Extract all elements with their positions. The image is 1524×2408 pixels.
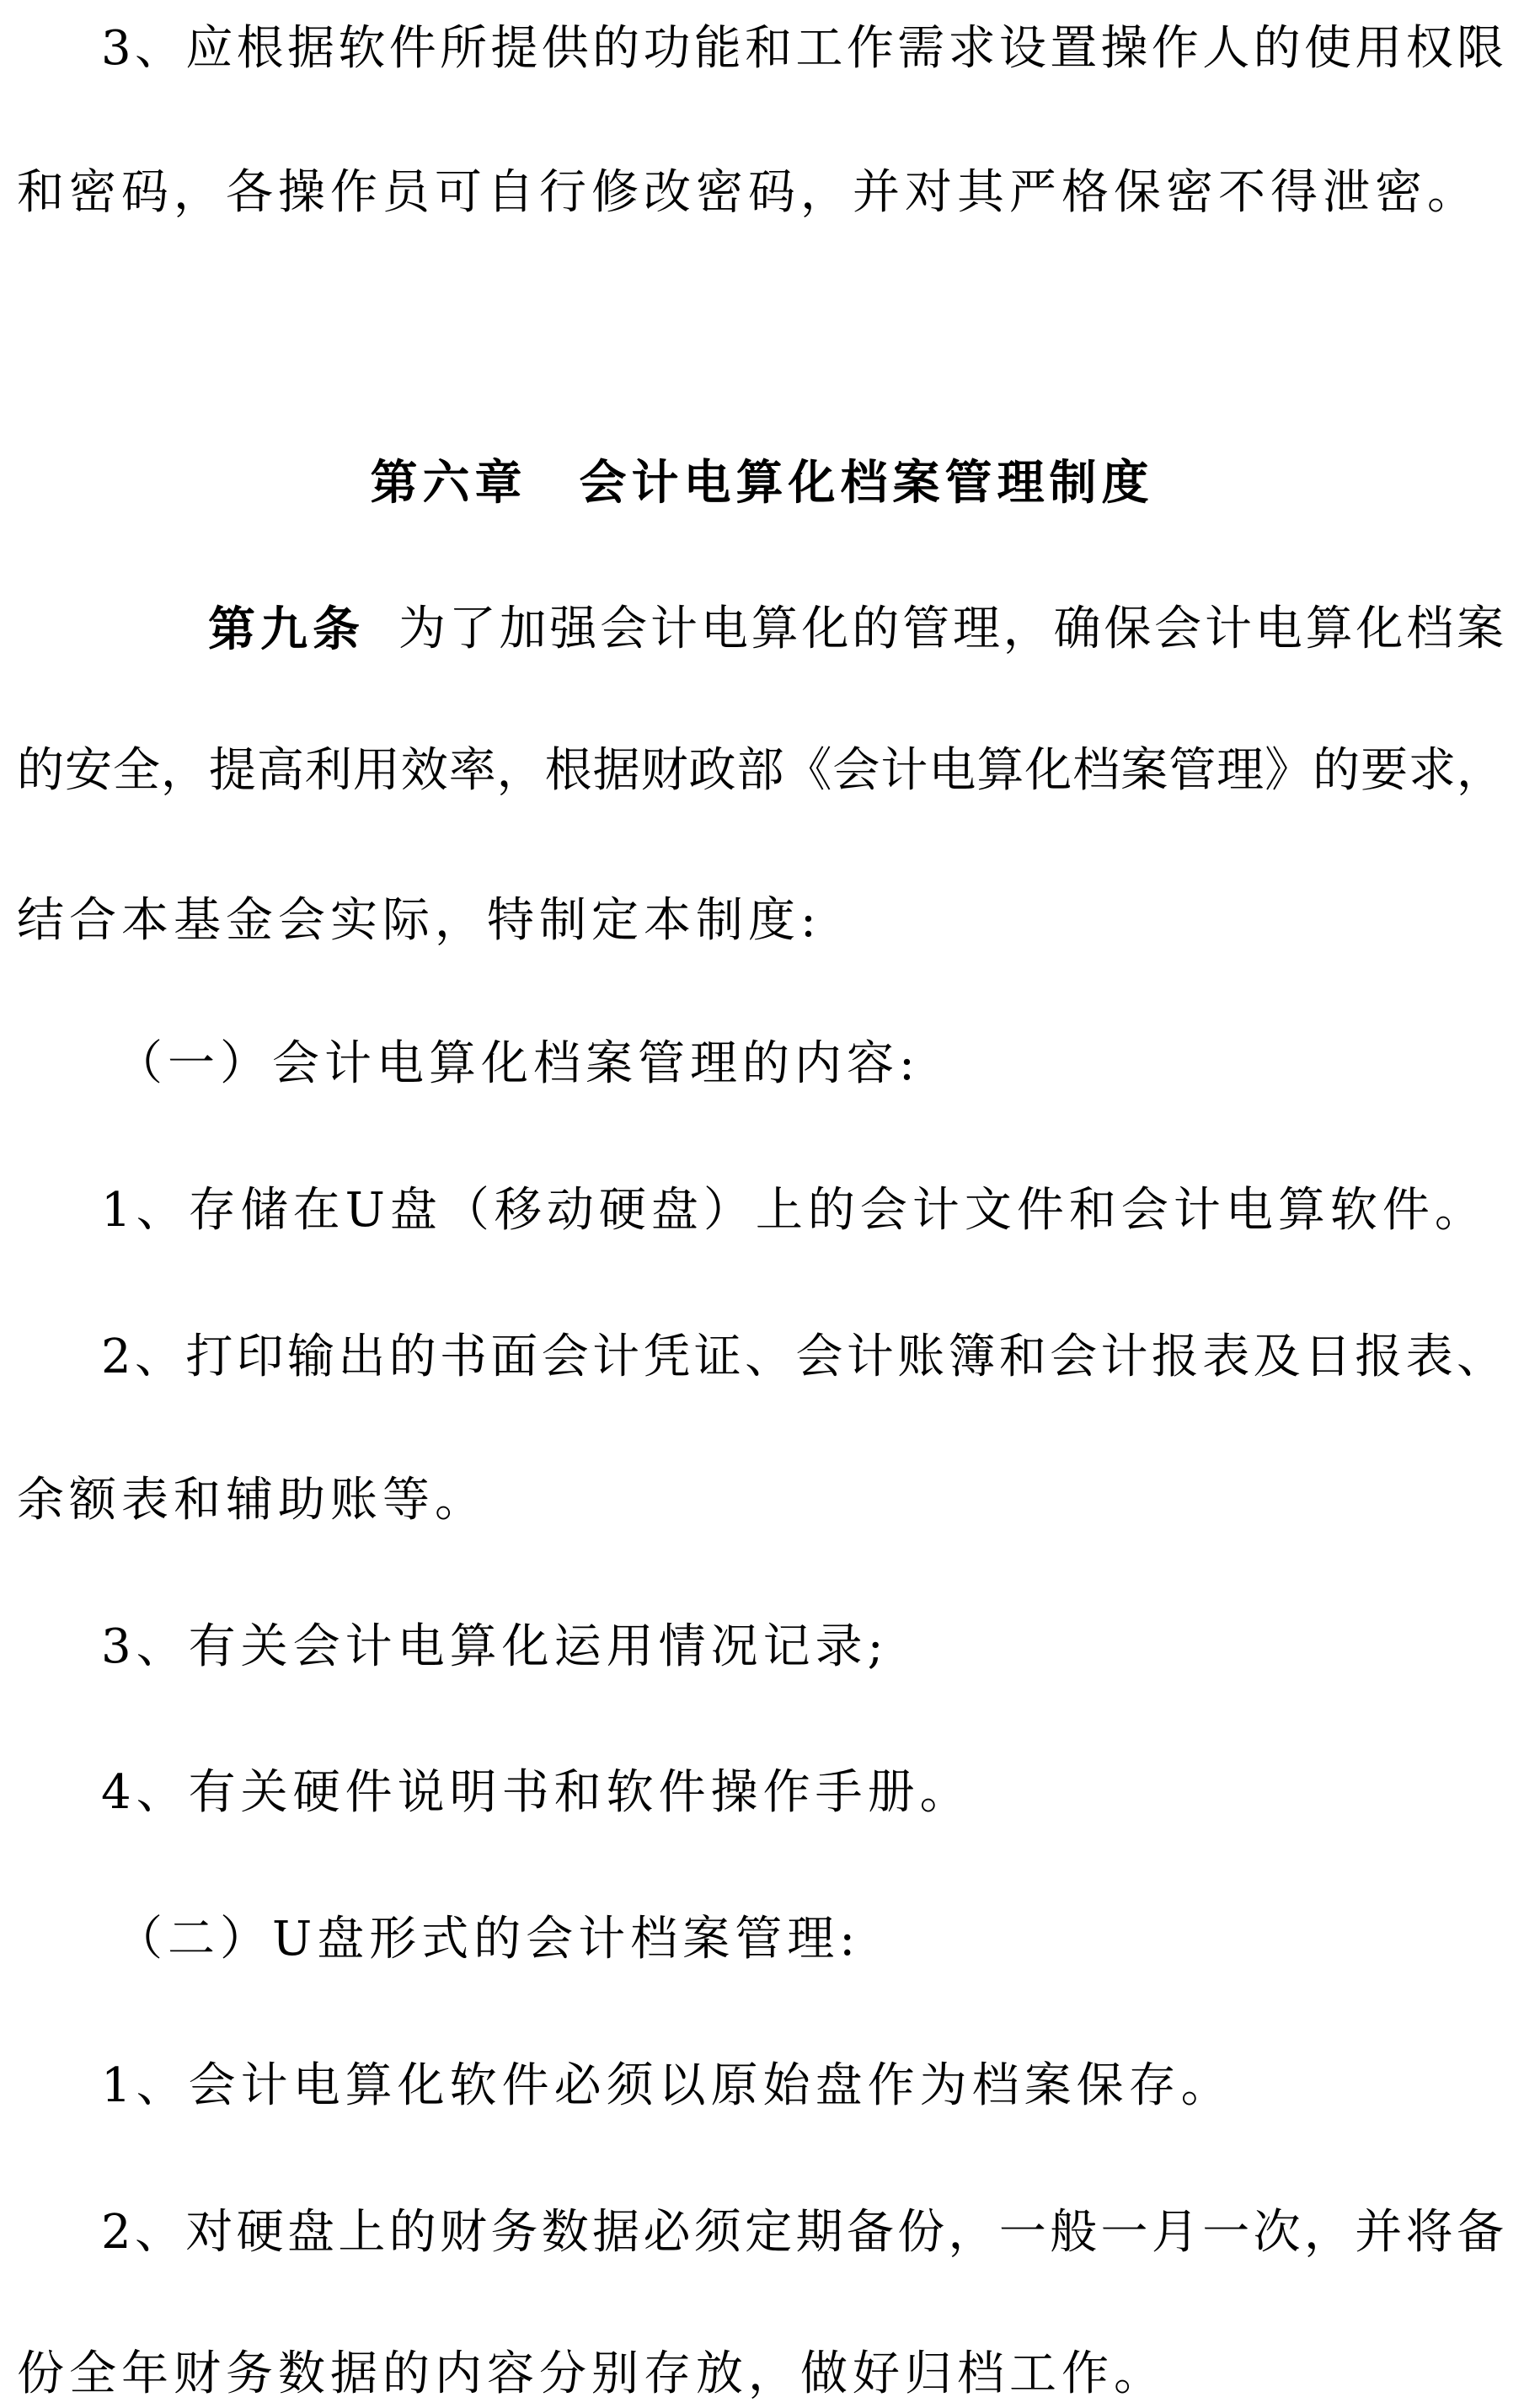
paragraph-line: 的安全，提高利用效率，根据财政部《会计电算化档案管理》的要求， [17, 743, 1504, 798]
paragraph-line: 3、应根据软件所提供的功能和工作需求设置操作人的使用权限 [101, 21, 1504, 76]
paragraph-line: 余额表和辅助账等。 [17, 1473, 487, 1528]
paragraph-line: 为了加强会计电算化的管理，确保会计电算化档案 [398, 602, 1504, 656]
list-item: 4、有关硬件说明书和软件操作手册。 [101, 1765, 972, 1820]
paragraph-line: 份全年财务数据的内容分别存放，做好归档工作。 [17, 2346, 1166, 2401]
list-item: 1、存储在U盘（移动硬盘）上的会计文件和会计电算软件。 [101, 1183, 1487, 1238]
section-heading: （一）会计电算化档案管理的内容: [115, 1036, 920, 1091]
article-label: 第九条 [208, 602, 365, 657]
section-heading: （二）U盘形式的会计档案管理: [115, 1912, 861, 1967]
list-item: 2、对硬盘上的财务数据必须定期备份，一般一月一次，并将备 [101, 2205, 1504, 2260]
paragraph-line: 结合本基金会实际，特制定本制度: [17, 893, 821, 948]
paragraph-line: 和密码，各操作员可自行修改密码，并对其严格保密不得泄密。 [17, 165, 1479, 220]
list-item: 3、有关会计电算化运用情况记录; [101, 1619, 889, 1674]
list-item: 2、打印输出的书面会计凭证、会计账簿和会计报表及日报表、 [101, 1330, 1504, 1384]
list-item: 1、会计电算化软件必须以原始盘作为档案保存。 [101, 2058, 1233, 2113]
chapter-heading: 第六章 会计电算化档案管理制度 [370, 455, 1154, 511]
article-line [208, 596, 1504, 663]
